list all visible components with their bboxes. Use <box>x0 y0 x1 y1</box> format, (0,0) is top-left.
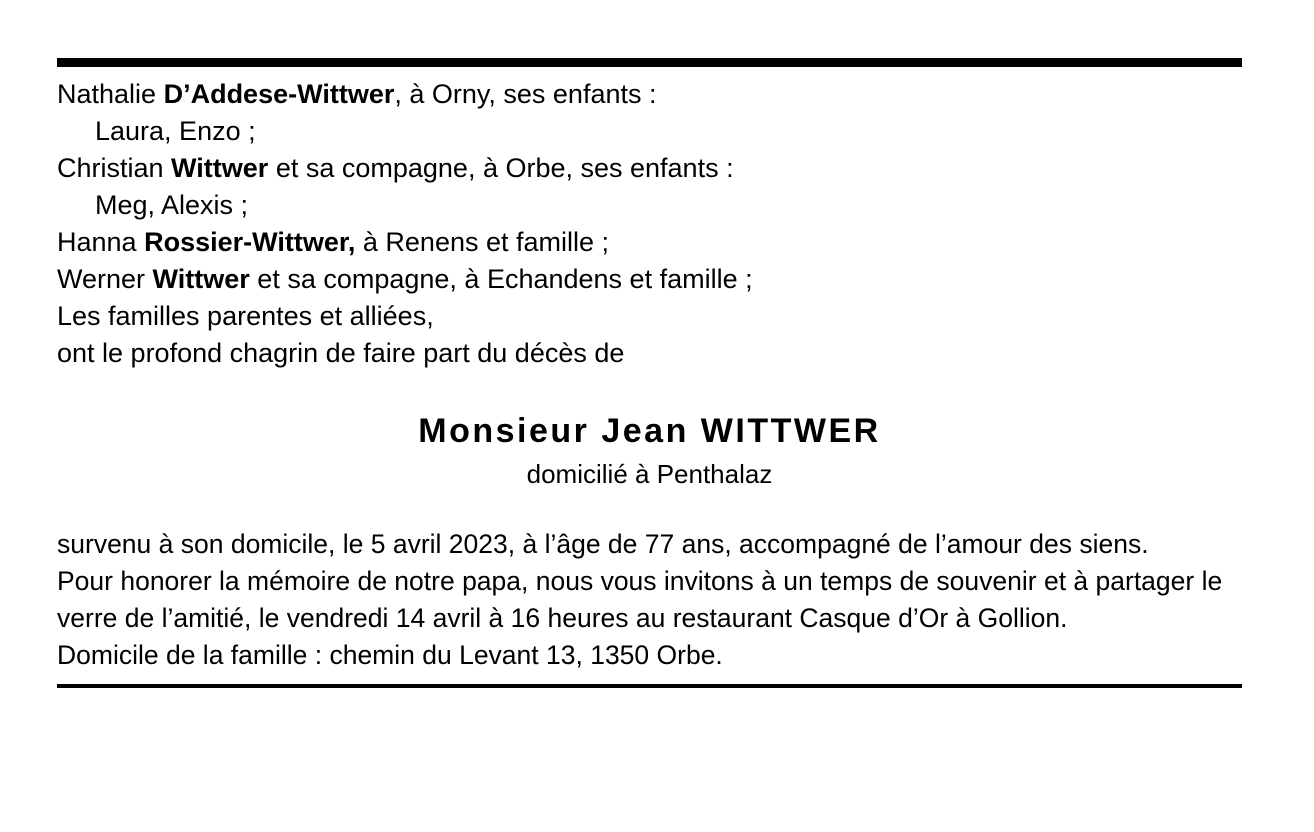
notice-paragraph: Domicile de la famille : chemin du Levant 13, 1350 Orbe. <box>57 640 723 670</box>
family-line <box>57 298 1242 335</box>
family-text: Les familles parentes et alliées, <box>57 301 434 331</box>
notice-paragraphs <box>57 526 1242 674</box>
deceased-residence: domicilié à Penthalaz <box>526 459 773 489</box>
family-text: Christian <box>57 153 172 183</box>
family-name-bold: Rossier-Wittwer, <box>144 227 356 257</box>
family-text: Meg, Alexis ; <box>95 190 249 220</box>
death-notice <box>57 58 1242 688</box>
family-line <box>57 224 1242 261</box>
notice-paragraph: Pour honorer la mémoire de notre papa, nous vous invitons à un temps de souvenir et à partager le verre de l’amitié, le vendredi 14 avril à 16 heures au restaurant Casque d’Or à Gollion. <box>57 566 1223 633</box>
family-line <box>57 335 1242 372</box>
notice-paragraph: survenu à son domicile, le 5 avril 2023, à l’âge de 77 ans, accompagné de l’amour des siens. <box>57 529 1149 559</box>
bottom-rule <box>57 684 1242 688</box>
family-text: Hanna <box>57 227 145 257</box>
deceased-block <box>57 410 1242 492</box>
deceased-name: Monsieur Jean WITTWER <box>418 412 881 450</box>
family-text: Werner <box>57 264 153 294</box>
family-text: et sa compagne, à Orbe, ses enfants : <box>268 153 734 183</box>
family-line <box>57 150 1242 187</box>
family-lines <box>57 67 1242 372</box>
family-text: et sa compagne, à Echandens et famille ; <box>249 264 753 294</box>
family-text: Nathalie <box>57 79 164 109</box>
top-rule <box>57 58 1242 67</box>
family-line <box>57 113 1242 150</box>
family-text: Laura, Enzo ; <box>95 116 256 146</box>
family-text: à Renens et famille ; <box>355 227 610 257</box>
family-line <box>57 76 1242 113</box>
family-name-bold: D’Addese-Wittwer <box>163 79 395 109</box>
family-line <box>57 187 1242 224</box>
family-name-bold: Wittwer <box>152 264 250 294</box>
family-text: ont le profond chagrin de faire part du décès de <box>57 338 625 368</box>
family-text: , à Orny, ses enfants : <box>394 79 657 109</box>
family-line <box>57 261 1242 298</box>
family-name-bold: Wittwer <box>171 153 269 183</box>
